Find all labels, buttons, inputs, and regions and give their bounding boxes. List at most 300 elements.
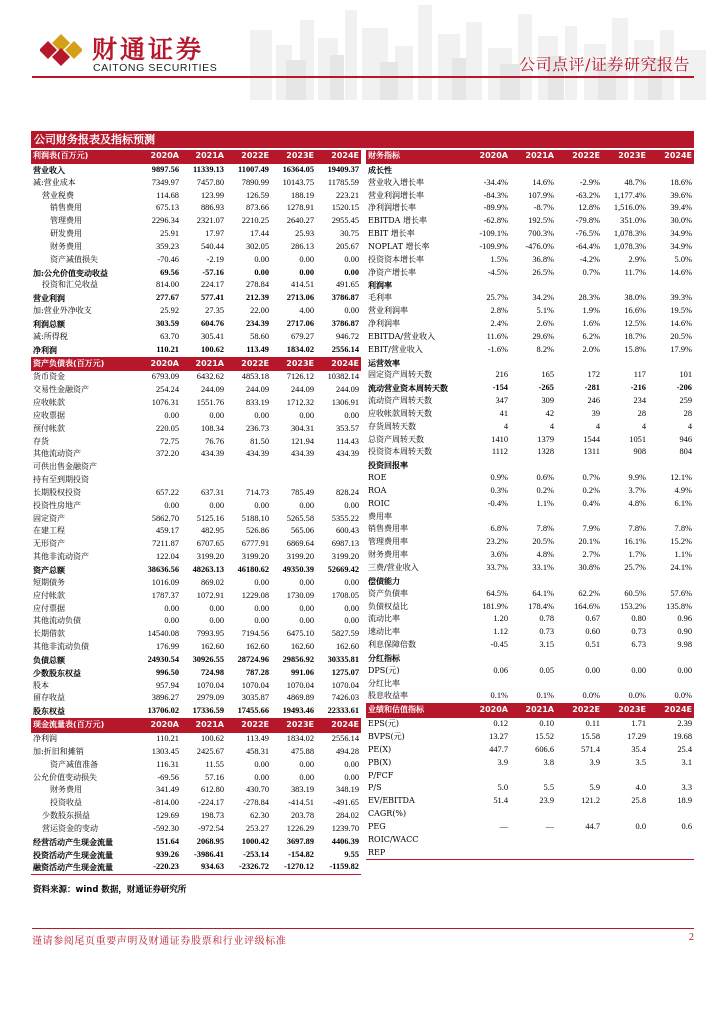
row-value: 5862.70 xyxy=(151,513,179,523)
row-value: 1016.09 xyxy=(151,577,179,587)
row-value: 153.2% xyxy=(620,601,646,611)
row-label: 资产减值准备 xyxy=(50,759,98,769)
row-label: 应收票据 xyxy=(33,410,65,420)
row-value: 3.7% xyxy=(628,485,646,495)
row-label: 股东权益 xyxy=(31,705,136,718)
row-value: 3.1 xyxy=(681,757,692,767)
row-value: 0.00 xyxy=(585,665,600,675)
row-value: 0.00 xyxy=(344,254,359,264)
row-value: 2022E xyxy=(226,357,271,371)
row-label: 营业税费 xyxy=(42,190,74,200)
row-value: 3199.20 xyxy=(241,552,269,562)
row-value: 224.17 xyxy=(200,280,224,290)
row-value: 6.8% xyxy=(490,524,508,534)
row-value: 11339.13 xyxy=(193,164,224,174)
row-value: 1.9% xyxy=(582,306,600,316)
row-label: 在建工程 xyxy=(33,526,65,536)
table-row xyxy=(366,718,694,731)
row-value: -476.0% xyxy=(525,241,554,251)
row-value xyxy=(556,808,602,821)
table-row xyxy=(366,279,694,292)
row-value: 1112 xyxy=(491,447,508,457)
table-row xyxy=(31,680,361,693)
row-label: 净利润 xyxy=(33,733,57,743)
row-value: 129.69 xyxy=(155,811,179,821)
row-label: 净利润率 xyxy=(368,318,400,328)
row-value: 101 xyxy=(679,370,692,380)
row-value: 434.39 xyxy=(200,449,224,459)
row-value: 253.27 xyxy=(245,823,269,833)
row-value: 886.93 xyxy=(200,203,224,213)
row-value: -57.16 xyxy=(202,267,224,277)
row-value: 5355.22 xyxy=(331,513,359,523)
row-label: 流动资产周转天数 xyxy=(368,396,432,406)
row-value: 309 xyxy=(541,396,554,406)
row-value: 51.4 xyxy=(493,796,508,806)
row-value: 0.0% xyxy=(648,690,694,703)
row-value: 259 xyxy=(679,396,692,406)
row-value: 0.00 xyxy=(344,759,359,769)
row-value: -4.5% xyxy=(487,267,508,277)
row-value: 0.00 xyxy=(209,616,224,626)
row-value: -814.00 xyxy=(153,798,179,808)
row-value: 39 xyxy=(591,408,600,418)
row-value: 0.4% xyxy=(582,498,600,508)
row-value xyxy=(464,770,510,783)
row-label: 应收帐款 xyxy=(33,398,65,408)
row-value: 372.20 xyxy=(155,449,179,459)
row-value: 5.0% xyxy=(674,254,692,264)
row-value xyxy=(464,834,510,847)
row-value: 1311 xyxy=(583,447,600,457)
row-value: 57.16 xyxy=(205,772,224,782)
table-row xyxy=(31,371,361,384)
row-value: 126.59 xyxy=(245,190,269,200)
row-value: 3896.27 xyxy=(151,693,179,703)
row-value: 348.19 xyxy=(335,785,359,795)
row-value: 540.44 xyxy=(200,241,224,251)
row-value: -0.4% xyxy=(487,498,508,508)
row-label: 公允价值变动损失 xyxy=(33,772,97,782)
row-value: 30335.81 xyxy=(327,654,359,664)
row-value: 1712.32 xyxy=(286,398,314,408)
row-value: 0.00 xyxy=(299,267,314,277)
row-value: 162.60 xyxy=(245,642,269,652)
row-value: 11785.59 xyxy=(327,177,359,187)
row-value: 2020A xyxy=(136,357,181,371)
row-value: -972.54 xyxy=(198,823,224,833)
table-row xyxy=(366,834,694,847)
row-value xyxy=(648,770,694,783)
row-value: 657.22 xyxy=(155,487,179,497)
row-value: 1000.42 xyxy=(241,836,269,846)
table-row xyxy=(366,613,694,626)
row-value: 1.1% xyxy=(674,550,692,560)
row-value: 0.60 xyxy=(585,627,600,637)
row-value: 110.21 xyxy=(136,344,181,357)
row-value: 2640.27 xyxy=(286,216,314,226)
row-value xyxy=(464,459,510,472)
row-label: 减:所得税 xyxy=(33,331,68,341)
row-value: 4 xyxy=(641,421,646,431)
row-label: 留存收益 xyxy=(33,693,65,703)
row-label: 现金流量表(百万元) xyxy=(31,719,136,733)
row-value: 1303.45 xyxy=(151,746,179,756)
row-value xyxy=(602,808,648,821)
row-label: 营业利润 xyxy=(33,293,65,304)
row-value: 2020A xyxy=(136,150,181,163)
row-value: -281 xyxy=(584,383,600,393)
row-value: 107.9% xyxy=(528,190,554,200)
row-value: 236.73 xyxy=(245,423,269,433)
table-header-row xyxy=(366,704,694,718)
row-value xyxy=(316,474,361,487)
row-value: 2023E xyxy=(271,150,316,163)
row-value: 458.31 xyxy=(245,746,269,756)
row-value: 347 xyxy=(495,396,508,406)
row-value xyxy=(556,834,602,847)
row-value: — xyxy=(499,821,508,831)
row-value: 1.71 xyxy=(631,719,646,729)
row-value: 49350.39 xyxy=(282,565,314,574)
row-value: 1834.02 xyxy=(286,733,314,743)
table-row xyxy=(366,731,694,744)
row-value: 23.9 xyxy=(539,796,554,806)
row-value xyxy=(464,511,510,524)
row-value: 5.1% xyxy=(536,306,554,316)
row-value xyxy=(556,511,602,524)
row-value: 491.65 xyxy=(335,280,359,290)
row-value: 0.00 xyxy=(209,603,224,613)
row-value: 0.00 xyxy=(344,577,359,587)
row-value: -84.3% xyxy=(483,190,508,200)
row-value: 28.3% xyxy=(578,293,600,303)
row-value xyxy=(464,847,510,860)
row-value xyxy=(464,357,510,370)
row-value: 9.98 xyxy=(677,640,692,650)
row-value: -216 xyxy=(630,383,646,393)
row-value: 0.11 xyxy=(585,719,600,729)
table-row xyxy=(31,628,361,641)
row-value xyxy=(556,847,602,860)
row-value: 6707.65 xyxy=(196,539,224,549)
row-label: 速动比率 xyxy=(368,627,400,637)
row-value: 3697.89 xyxy=(286,836,314,846)
row-value: 0.00 xyxy=(209,410,224,420)
row-value: 114.43 xyxy=(336,436,359,446)
row-value: 223.21 xyxy=(335,190,359,200)
row-value: 4 xyxy=(595,421,600,431)
row-value: 3199.20 xyxy=(331,552,359,562)
row-value xyxy=(464,163,510,176)
source-note: 资料来源：wind 数据，财通证券研究所 xyxy=(33,885,187,895)
row-value: 162.60 xyxy=(290,642,314,652)
table-row xyxy=(366,536,694,549)
row-value: 48263.13 xyxy=(192,565,224,574)
row-value xyxy=(556,652,602,665)
row-value: 0.00 xyxy=(254,500,269,510)
row-value: 0.7% xyxy=(582,267,600,277)
table-row xyxy=(366,228,694,241)
row-label: 投资回报率 xyxy=(368,460,408,471)
table-row xyxy=(31,836,361,849)
row-value: 351.0% xyxy=(620,216,646,226)
row-value: 11007.49 xyxy=(238,164,269,174)
row-label: NOPLAT 增长率 xyxy=(368,241,430,251)
table-row xyxy=(366,652,694,665)
row-label: 存货 xyxy=(33,436,49,446)
row-value: 63.70 xyxy=(160,331,179,341)
row-value: 2.7% xyxy=(582,550,600,560)
row-value: 30926.55 xyxy=(192,654,224,664)
row-value: -70.46 xyxy=(157,254,179,264)
row-value: 0.67 xyxy=(585,614,600,624)
row-value: 14.6% xyxy=(670,267,692,277)
row-value: 48.7% xyxy=(624,177,646,187)
row-value: 2.4% xyxy=(490,318,508,328)
row-value: 0.00 xyxy=(254,603,269,613)
row-value: -154.82 xyxy=(288,849,314,859)
row-value: -62.8% xyxy=(483,216,508,226)
row-value: 526.86 xyxy=(245,526,269,536)
row-value: -224.17 xyxy=(198,798,224,808)
table-row xyxy=(366,690,694,703)
row-value xyxy=(510,808,556,821)
table-row xyxy=(31,772,361,785)
row-value: 4 xyxy=(687,421,692,431)
row-value: -109.9% xyxy=(479,241,508,251)
row-label: 资产总额 xyxy=(33,565,65,575)
row-value: 459.17 xyxy=(155,526,179,536)
row-value: — xyxy=(545,821,554,831)
row-value: 0.00 xyxy=(344,616,359,626)
row-label: 分红指标 xyxy=(368,652,400,663)
row-label: EBITDA/营业收入 xyxy=(368,331,436,341)
row-value: 7.8% xyxy=(674,524,692,534)
row-value: 0.0% xyxy=(556,690,602,703)
row-value: 69.56 xyxy=(160,267,179,277)
row-label: P/S xyxy=(368,783,382,793)
row-value: 2022E xyxy=(226,719,271,733)
table-row xyxy=(366,408,694,421)
row-value: 18.7% xyxy=(624,331,646,341)
row-value: 25.7% xyxy=(624,563,646,572)
row-value xyxy=(648,459,694,472)
table-row xyxy=(366,446,694,459)
table-row xyxy=(31,564,361,577)
row-value: 7.8% xyxy=(628,524,646,534)
row-value: 6777.91 xyxy=(241,539,269,549)
header-divider xyxy=(32,76,694,78)
row-value: 12.8% xyxy=(578,203,600,213)
row-value: 2023E xyxy=(271,719,316,733)
row-label: 销售费用率 xyxy=(368,524,408,534)
row-value: 1.20 xyxy=(493,614,508,624)
row-value: 7194.56 xyxy=(241,629,269,639)
row-value: -76.5% xyxy=(575,229,600,239)
row-value: 110.21 xyxy=(156,733,179,743)
row-label: 三费/营业收入 xyxy=(368,563,419,572)
row-value xyxy=(464,808,510,821)
row-value xyxy=(271,474,316,487)
row-value: 2022E xyxy=(226,150,271,163)
row-value: -2.19 xyxy=(206,254,224,264)
row-value: 135.8% xyxy=(666,601,692,611)
row-value: 30.8% xyxy=(578,563,600,572)
row-value: -109.1% xyxy=(479,229,508,239)
row-label: 总资产周转天数 xyxy=(368,434,424,444)
row-value: 216 xyxy=(495,370,508,380)
table-row xyxy=(366,331,694,344)
row-value: 3.15 xyxy=(539,640,554,650)
row-value: 565.06 xyxy=(290,526,314,536)
row-value xyxy=(510,511,556,524)
brand-name-cn: 财通证券 xyxy=(92,35,205,64)
row-value xyxy=(226,461,271,474)
row-value: 447.7 xyxy=(489,744,508,754)
row-value: 0.73 xyxy=(631,627,646,637)
row-value: 5188.10 xyxy=(241,513,269,523)
row-value: 13706.02 xyxy=(136,705,181,718)
row-value: 0.10 xyxy=(539,719,554,729)
row-value: 181.9% xyxy=(482,601,508,611)
row-value xyxy=(510,459,556,472)
row-value: 6793.09 xyxy=(151,372,179,382)
row-label: 毛利率 xyxy=(368,293,392,303)
row-label: 其他流动资产 xyxy=(33,449,81,459)
row-value xyxy=(136,474,181,487)
row-label: EBIT 增长率 xyxy=(368,229,415,239)
row-value: 123.99 xyxy=(200,190,224,200)
row-label: 成长性 xyxy=(368,164,392,175)
row-value: 9.55 xyxy=(344,849,359,859)
row-value: 0.00 xyxy=(631,665,646,675)
row-label: 财务指标 xyxy=(366,150,464,163)
table-row xyxy=(31,641,361,654)
row-value: 414.51 xyxy=(290,280,314,290)
table-row xyxy=(366,549,694,562)
row-value: 946.72 xyxy=(335,331,359,341)
table-row xyxy=(366,782,694,795)
row-label: 营业利润率 xyxy=(368,306,408,316)
row-value: -34.4% xyxy=(483,177,508,187)
row-value: 600.43 xyxy=(335,526,359,536)
row-value: -4.2% xyxy=(579,254,600,264)
row-value: 0.00 xyxy=(299,616,314,626)
row-label: 净资产增长率 xyxy=(368,267,416,277)
row-value: 42 xyxy=(545,408,554,418)
row-value: 2556.14 xyxy=(331,733,359,743)
row-value xyxy=(648,808,694,821)
row-value: 246 xyxy=(587,396,600,406)
row-value: 38.0% xyxy=(624,293,646,303)
table-row xyxy=(366,395,694,408)
table-row xyxy=(366,369,694,382)
row-value: 0.00 xyxy=(344,500,359,510)
row-value: 8.2% xyxy=(536,344,554,354)
row-value: 244.09 xyxy=(335,385,359,395)
table-row xyxy=(31,384,361,397)
row-value: 3786.87 xyxy=(331,318,359,328)
row-label: 预付帐款 xyxy=(33,423,65,433)
row-label: 销售费用 xyxy=(50,203,82,213)
row-value xyxy=(510,357,556,370)
row-value: 0.7% xyxy=(582,473,600,483)
row-value: -154 xyxy=(492,383,508,393)
table-row xyxy=(31,667,361,680)
row-value: 0.00 xyxy=(344,267,359,277)
table-row xyxy=(31,823,361,836)
row-value: 1730.09 xyxy=(286,590,314,600)
table-row xyxy=(366,678,694,691)
row-value: 2021A xyxy=(181,357,226,371)
row-value: 3199.20 xyxy=(286,552,314,562)
row-label: 投资活动产生现金流量 xyxy=(33,849,113,860)
row-label: ROE xyxy=(368,473,387,483)
row-value: 2022E xyxy=(556,704,602,718)
row-value: -3986.41 xyxy=(193,849,224,859)
row-value: 606.6 xyxy=(535,744,554,754)
row-value: 4.0 xyxy=(635,783,646,793)
row-value: 113.49 xyxy=(226,344,271,357)
table-row xyxy=(31,292,361,305)
row-label: 其他非流动负债 xyxy=(33,642,89,652)
row-value: 1379 xyxy=(537,434,554,444)
row-value xyxy=(510,847,556,860)
row-value: 58.60 xyxy=(250,331,269,341)
table-row xyxy=(31,615,361,628)
row-value: 0.00 xyxy=(344,410,359,420)
row-value: 2024E xyxy=(316,357,361,371)
row-value: 22.00 xyxy=(250,306,269,316)
row-label: 投资资本周转天数 xyxy=(368,447,432,457)
table-row xyxy=(31,461,361,474)
row-value: 700.3% xyxy=(528,229,554,239)
row-value: 36.8% xyxy=(532,254,554,264)
row-value xyxy=(464,279,510,292)
row-label: DPS(元) xyxy=(368,665,400,675)
row-value: 18.9 xyxy=(677,796,692,806)
row-label: 财务费用 xyxy=(50,241,82,251)
row-label: 流动比率 xyxy=(368,614,400,624)
row-value: 341.49 xyxy=(155,785,179,795)
row-value: 3.6% xyxy=(490,550,508,560)
row-value: 17.97 xyxy=(205,229,224,239)
row-value: 2713.06 xyxy=(286,293,314,303)
row-value: 172 xyxy=(587,370,600,380)
row-value: 2.8% xyxy=(490,306,508,316)
row-value xyxy=(602,770,648,783)
row-value: 804 xyxy=(679,447,692,457)
row-value xyxy=(556,163,602,176)
table-row xyxy=(31,423,361,436)
row-value: 16.1% xyxy=(624,537,646,547)
row-value: 165 xyxy=(541,370,554,380)
row-value: 0.1% xyxy=(464,690,510,703)
row-value: -79.8% xyxy=(575,216,600,226)
row-value: 34.9% xyxy=(670,241,692,251)
row-value xyxy=(602,678,648,691)
row-value: 1708.05 xyxy=(331,590,359,600)
right-indicator-table xyxy=(366,150,694,860)
row-value: 244.09 xyxy=(290,385,314,395)
row-value: 33.1% xyxy=(532,563,554,572)
row-label: P/FCF xyxy=(368,770,394,780)
row-value: 164.6% xyxy=(574,601,600,611)
row-value: 5125.16 xyxy=(196,513,224,523)
row-value: 1070.04 xyxy=(196,680,224,690)
row-value: 76.76 xyxy=(205,436,224,446)
